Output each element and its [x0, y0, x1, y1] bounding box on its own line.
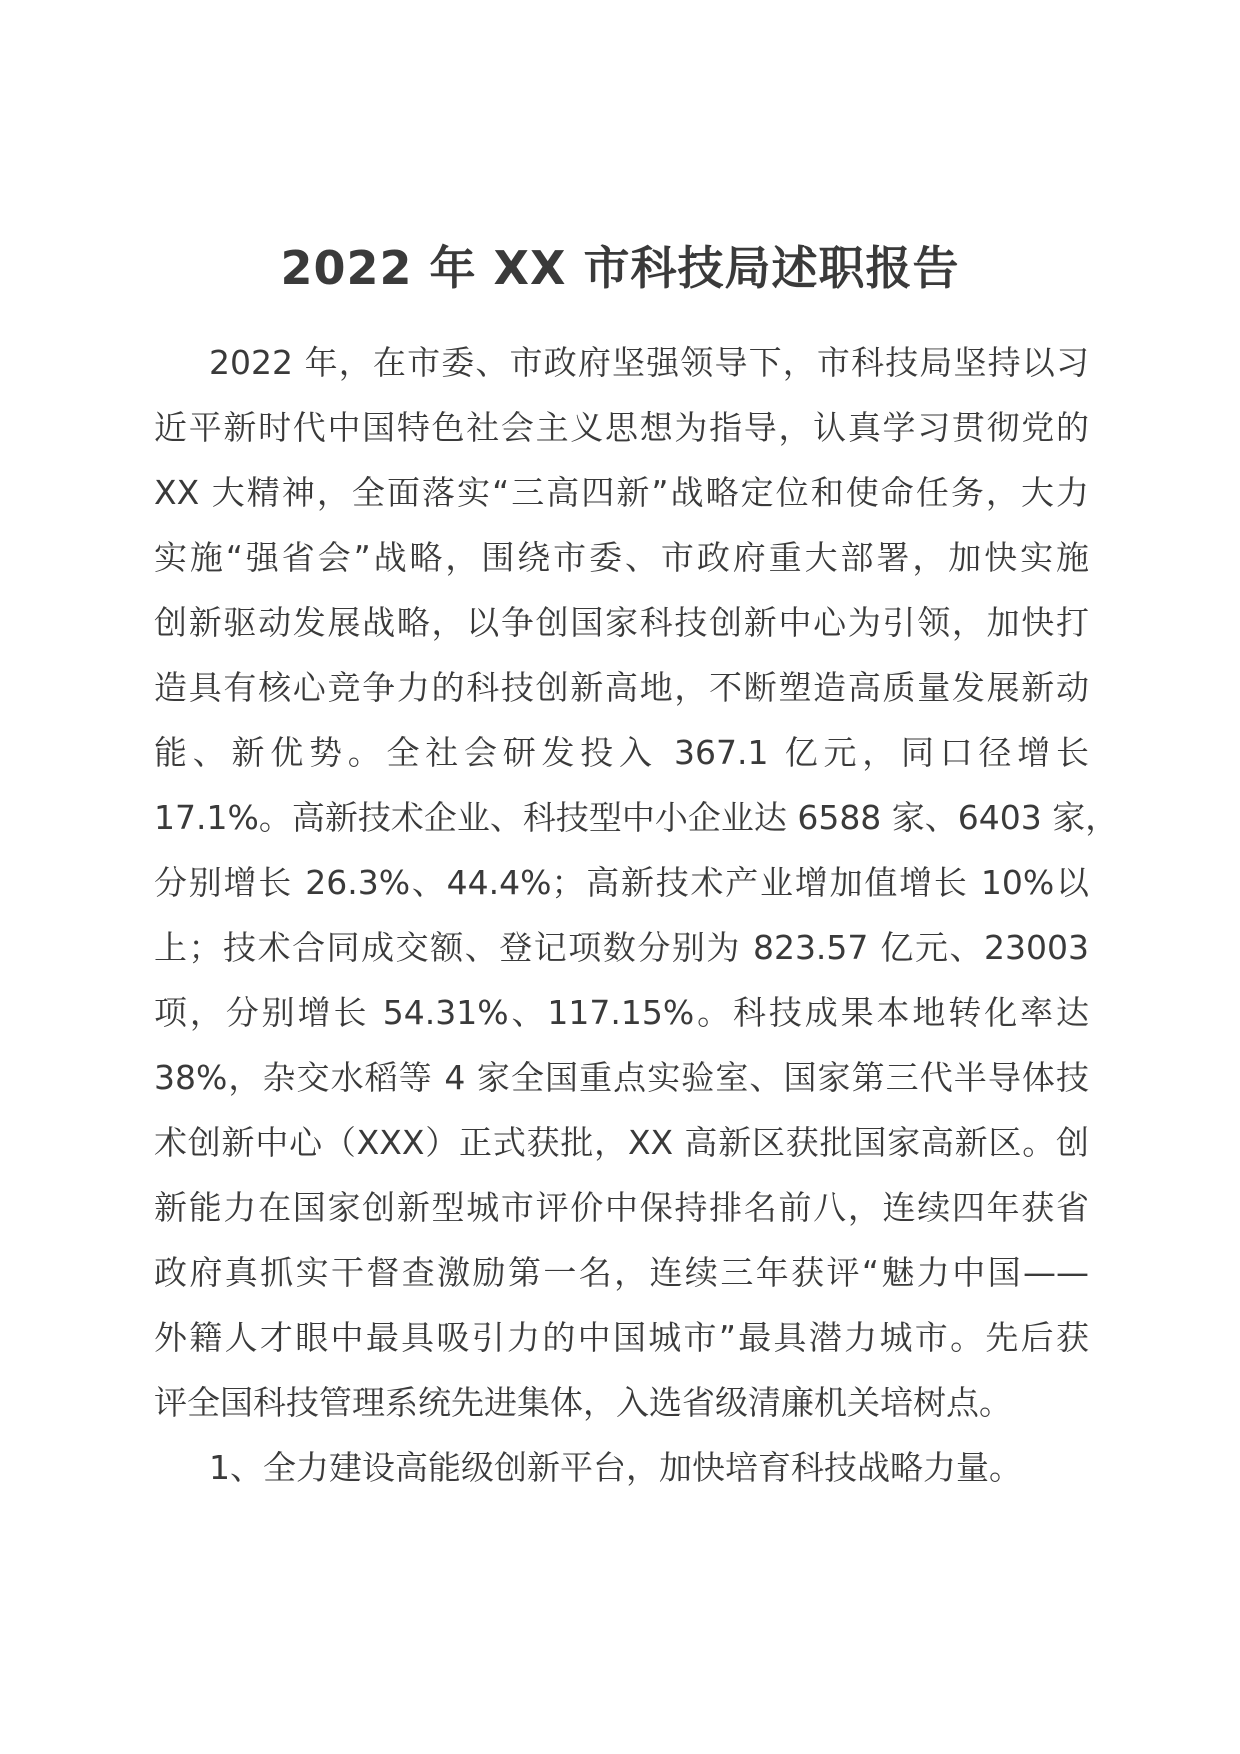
section-heading: 1、全力建设高能级创新平台，加快培育科技战略力量。 — [209, 1448, 1022, 1487]
intro-paragraph — [154, 330, 1119, 1435]
paragraph-line: 评全国科技管理系统先进集体，入选省级清廉机关培树点。 — [154, 1383, 1012, 1422]
paragraph-line: 38%，杂交水稻等 4 家全国重点实验室、国家第三代半导体技 — [154, 1058, 1089, 1097]
paragraph-line: 实施“强省会”战略，围绕市委、市政府重大部署，加快实施 — [154, 538, 1089, 577]
paragraph-line: 造具有核心竞争力的科技创新高地，不断塑造高质量发展新动 — [154, 668, 1089, 707]
paragraph-line: 项，分别增长 54.31%、117.15%。科技成果本地转化率达 — [154, 993, 1089, 1032]
document-body — [154, 330, 1119, 1500]
paragraph-line: 近平新时代中国特色社会主义思想为指导，认真学习贯彻党的 — [154, 408, 1089, 447]
paragraph-line: 术创新中心（XXX）正式获批，XX 高新区获批国家高新区。创 — [154, 1123, 1089, 1162]
paragraph-line: 分别增长 26.3%、44.4%；高新技术产业增加值增长 10%以 — [154, 863, 1089, 902]
paragraph-line: XX 大精神，全面落实“三高四新”战略定位和使命任务，大力 — [154, 473, 1089, 512]
paragraph-line: 新能力在国家创新型城市评价中保持排名前八，连续四年获省 — [154, 1188, 1089, 1227]
paragraph-line: 外籍人才眼中最具吸引力的中国城市”最具潜力城市。先后获 — [154, 1318, 1089, 1357]
paragraph-line: 政府真抓实干督查激励第一名，连续三年获评“魅力中国—— — [154, 1253, 1089, 1292]
paragraph-line: 创新驱动发展战略，以争创国家科技创新中心为引领，加快打 — [154, 603, 1089, 642]
paragraph-line: 能、新优势。全社会研发投入 367.1 亿元，同口径增长 — [154, 733, 1089, 772]
paragraph-line: 上；技术合同成交额、登记项数分别为 823.57 亿元、23003 — [154, 928, 1089, 967]
paragraph-line: 2022 年，在市委、市政府坚强领导下，市科技局坚持以习 — [209, 343, 1089, 382]
document-title: 2022 年 XX 市科技局述职报告 — [280, 241, 960, 295]
paragraph-line: 17.1%。高新技术企业、科技型中小企业达 6588 家、6403 家， — [154, 798, 1119, 837]
